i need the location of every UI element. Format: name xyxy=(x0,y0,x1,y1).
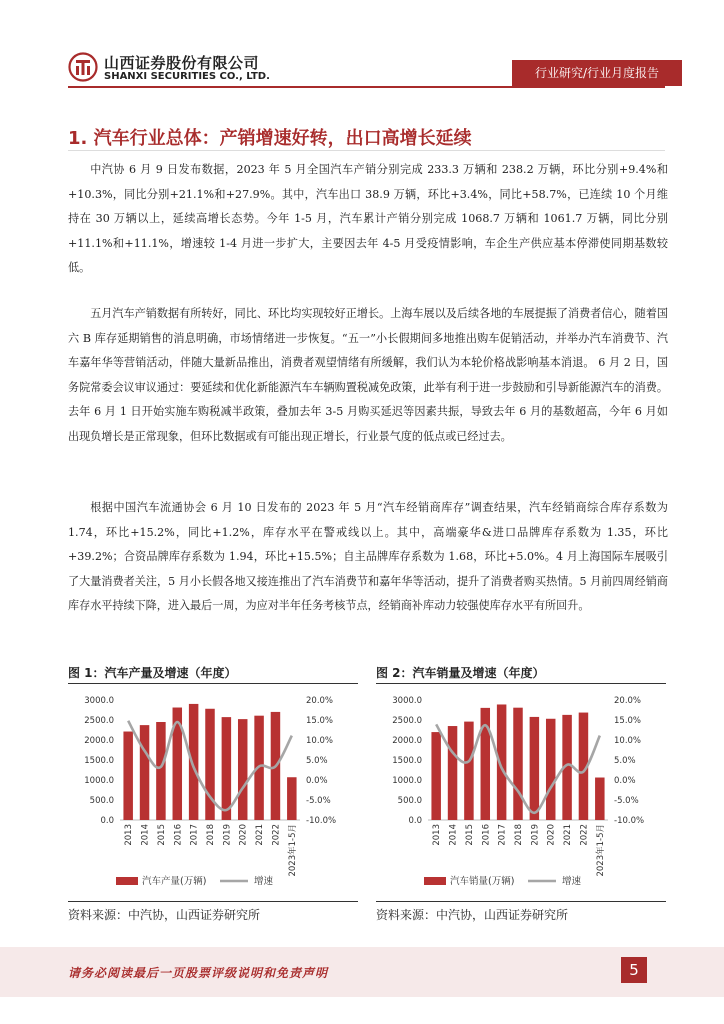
x-tick-label: 2015 xyxy=(464,824,475,846)
right-axis-tick-label: 0.0% xyxy=(614,776,636,786)
left-axis-tick-label: 1500.0 xyxy=(392,756,422,766)
section-divider xyxy=(68,150,665,151)
bar-2017 xyxy=(189,704,198,820)
bar-2015 xyxy=(156,722,165,820)
right-axis-tick-label: 0.0% xyxy=(306,776,328,786)
figure-1-bottom-rule xyxy=(68,901,358,902)
left-axis-tick-label: 0.0 xyxy=(408,816,422,826)
legend-bar-label: 汽车产量(万辆) xyxy=(142,876,207,887)
bar-2015 xyxy=(464,722,473,820)
x-tick-label: 2013 xyxy=(124,824,135,846)
left-axis-tick-label: 2500.0 xyxy=(392,716,422,726)
left-axis-tick-label: 3000.0 xyxy=(84,696,114,706)
left-axis-tick-label: 0.0 xyxy=(100,816,114,826)
bar-2019 xyxy=(530,717,539,820)
x-tick-label: 2021 xyxy=(563,824,574,846)
figure-2-source: 资料来源：中汽协，山西证券研究所 xyxy=(376,908,569,922)
bar-2019 xyxy=(222,717,231,820)
right-axis-tick-label: 5.0% xyxy=(614,756,636,766)
x-tick-label: 2016 xyxy=(173,824,184,846)
paragraph-market-outlook: 五月汽车产销数据有所转好，同比、环比均实现较好正增长。上海车展以及后续各地的车展提振了消费者信心，随着国六 B 库存延期销售的消息明确，市场情绪进一步恢复。“五一”小长假期间多地推出购车促销活动，并举办汽车消费节、汽车嘉年华等营销活动，伴随大量新品推出，消费者观望情绪有所缓解，我们认为本轮价格战影响基本消退。 6 月 2 日，国务院常委会议审议通过：要延续和优化新能源汽车车辆购置税减免政策，此举有利于进一步鼓励和引导新能源汽车的消费。去年 6 月 1 日开始实施车购税减半政策，叠加去年 3-5 月购买延迟等因素共振，导致去年 6 月的基数超高，今年 6 月如出现负增长是正常现象，但环比数据或有可能出现正增长，行业景气度的低点或已经过去。 xyxy=(68,307,668,443)
x-tick-label: 2017 xyxy=(497,824,508,846)
bar-2023年1-5月 xyxy=(287,777,296,820)
right-axis-tick-label: -5.0% xyxy=(614,796,639,806)
header-divider xyxy=(68,86,665,88)
left-axis-tick-label: 1500.0 xyxy=(84,756,114,766)
page-number: 5 xyxy=(621,957,647,983)
x-tick-label: 2016 xyxy=(481,824,492,846)
company-name-cn: 山西证券股份有限公司 xyxy=(104,54,260,72)
x-tick-label: 2015 xyxy=(156,824,167,846)
x-tick-label: 2020 xyxy=(238,824,249,846)
bar-2014 xyxy=(140,725,149,820)
left-axis-tick-label: 2500.0 xyxy=(84,716,114,726)
legend-line-label: 增速 xyxy=(254,876,274,887)
figure-1-top-rule xyxy=(68,683,358,684)
right-axis-tick-label: -10.0% xyxy=(306,816,337,826)
figure-1-caption: 图 1：汽车产量及增速（年度） xyxy=(68,666,237,680)
right-axis-tick-label: -10.0% xyxy=(614,816,645,826)
legend-line-label: 增速 xyxy=(562,876,582,887)
x-tick-label: 2021 xyxy=(255,824,266,846)
right-axis-tick-label: 10.0% xyxy=(614,736,642,746)
bar-2018 xyxy=(513,708,522,820)
bar-2014 xyxy=(448,726,457,820)
legend-bar-swatch xyxy=(424,877,446,885)
left-axis-tick-label: 500.0 xyxy=(89,796,114,806)
x-tick-label: 2023年1-5月 xyxy=(595,824,606,877)
x-tick-label: 2019 xyxy=(530,824,541,846)
left-axis-tick-label: 2000.0 xyxy=(84,736,114,746)
page-header xyxy=(0,0,724,100)
x-tick-label: 2018 xyxy=(514,824,524,846)
figure-1-source: 资料来源：中汽协，山西证券研究所 xyxy=(68,908,261,922)
paragraph-dealer-inventory: 根据中国汽车流通协会 6 月 10 日发布的 2023 年 5 月“汽车经销商库存”调查结果，汽车经销商综合库存系数为 1.74，环比+15.2%，同比+1.2%，库存水平在警戒线以上。其中，高端豪华&进口品牌库存系数为 1.35，环比+39.2%；合资品牌库存系数为 1.94，环比+15.5%；自主品牌库存系数为 1.68，环比+5.0%。4 月上海国际车展吸引了大量消费者关注，5 月小长假各地又接连推出了汽车消费节和嘉年华等活动，提升了消费者购买热情。5 月前四周经销商库存水平持续下降，进入最后一周，为应对半年任务考核节点，经销商补库动力较强使库存水平有所回升。 xyxy=(68,501,668,612)
right-axis-tick-label: 15.0% xyxy=(306,716,334,726)
figure-2-caption: 图 2：汽车销量及增速（年度） xyxy=(376,666,545,680)
left-axis-tick-label: 2000.0 xyxy=(392,736,422,746)
paragraph-production-sales: 中汽协 6 月 9 日发布数据，2023 年 5 月全国汽车产销分别完成 233.3 万辆和 238.2 万辆，环比分别+9.4%和+10.3%，同比分别+21.1%和+27.9%。其中，汽车出口 38.9 万辆，环比+3.4%，同比+58.7%，已连续 10 个月维持在 30 万辆以上，延续高增长态势。今年 1-5 月，汽车累计产销分别完成 1068.7 万辆和 1061.7 万辆，同比分别+11.1%和+11.1%，增速较 1-4 月进一步扩大，主要因去年 4-5 月受疫情影响，车企生产供应基本停滞使同期基数较低。 xyxy=(68,163,668,274)
footer-disclaimer: 请务必阅读最后一页股票评级说明和免责声明 xyxy=(68,966,329,980)
x-tick-label: 2014 xyxy=(448,824,459,846)
figure-2-chart xyxy=(376,688,666,898)
right-axis-tick-label: 10.0% xyxy=(306,736,334,746)
bar-2020 xyxy=(238,719,247,820)
x-tick-label: 2023年1-5月 xyxy=(287,824,298,877)
bar-2013 xyxy=(123,732,132,820)
x-tick-label: 2020 xyxy=(546,824,557,846)
section-title: 1. 汽车行业总体：产销增速好转，出口高增长延续 xyxy=(68,128,472,149)
right-axis-tick-label: 5.0% xyxy=(306,756,328,766)
figure-1-chart xyxy=(68,688,358,898)
bar-2020 xyxy=(546,719,555,820)
bar-2018 xyxy=(205,709,214,820)
company-name-en: SHANXI SECURITIES CO., LTD. xyxy=(104,71,270,82)
x-tick-label: 2022 xyxy=(271,824,282,846)
figure-2-bottom-rule xyxy=(376,901,666,902)
left-axis-tick-label: 1000.0 xyxy=(84,776,114,786)
bar-2023年1-5月 xyxy=(595,778,604,820)
right-axis-tick-label: 15.0% xyxy=(614,716,642,726)
x-tick-label: 2019 xyxy=(222,824,233,846)
x-tick-label: 2013 xyxy=(432,824,443,846)
x-tick-label: 2022 xyxy=(579,824,590,846)
right-axis-tick-label: 20.0% xyxy=(614,696,642,706)
right-axis-tick-label: -5.0% xyxy=(306,796,331,806)
left-axis-tick-label: 1000.0 xyxy=(392,776,422,786)
shanxi-securities-logo-icon xyxy=(68,52,98,82)
legend-bar-label: 汽车销量(万辆) xyxy=(450,876,515,887)
report-type-badge: 行业研究/行业月度报告 xyxy=(512,60,682,86)
x-tick-label: 2014 xyxy=(140,824,151,846)
right-axis-tick-label: 20.0% xyxy=(306,696,334,706)
figure-2-top-rule xyxy=(376,683,666,684)
left-axis-tick-label: 500.0 xyxy=(397,796,422,806)
left-axis-tick-label: 3000.0 xyxy=(392,696,422,706)
x-tick-label: 2018 xyxy=(206,824,216,846)
bar-2013 xyxy=(431,732,440,820)
legend-bar-swatch xyxy=(116,877,138,885)
x-tick-label: 2017 xyxy=(189,824,200,846)
